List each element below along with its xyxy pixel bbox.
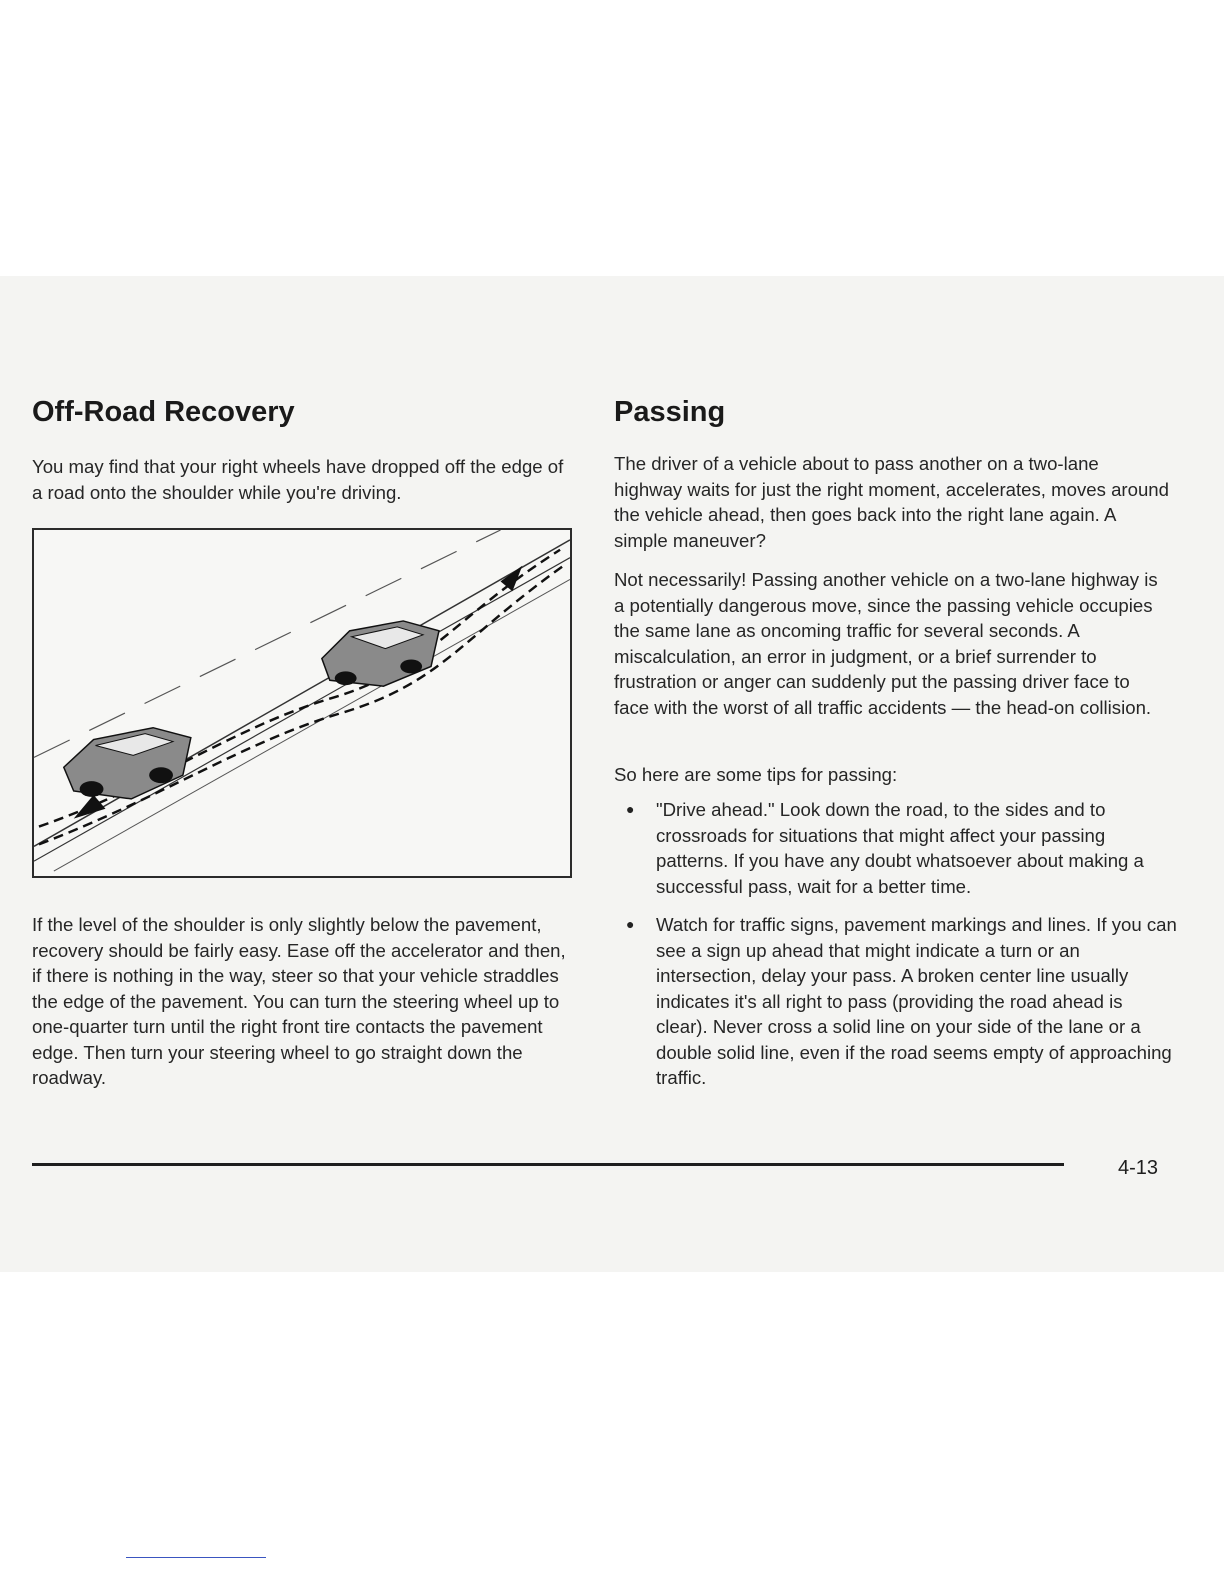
section-heading-off-road-recovery: Off-Road Recovery <box>32 396 295 428</box>
passing-paragraph-2: Not necessarily! Passing another vehicle on a two-lane highway is a potentially dangerous move, since the passing vehicle occupies the same lane as oncoming traffic for several seconds. A miscalculation, an error in judgment, or a brief surrender to frustration or anger can suddenly put the passing driver face to face with the worst of all traffic accidents — the head-on collision. <box>614 569 1158 718</box>
passing-paragraph-1: The driver of a vehicle about to pass another on a two-lane highway waits for just the right moment, accelerates, moves around the vehicle ahead, then goes back into the right lane again. A simple maneuver? <box>614 453 1169 551</box>
list-item-text: Watch for traffic signs, pavement markings and lines. If you can see a sign up ahead that might indicate a turn or an intersection, delay your pass. A broken center line usually indicates it's all right to pass (providing the road ahead is clear). Never cross a solid line on your side of the lane or a double solid line, even if the road seems empty of approaching traffic. <box>656 914 1177 1088</box>
off-road-recovery-illustration <box>32 528 572 878</box>
bottom-mark-line <box>126 1557 266 1558</box>
list-item <box>618 912 1178 1091</box>
passing-tips-list <box>618 797 1178 1104</box>
bullet-icon: ● <box>626 801 635 817</box>
shoulder-outer-line <box>54 579 570 871</box>
off-road-body-paragraph: If the level of the shoulder is only slightly below the pavement, recovery should be fairly easy. Ease off the accelerator and then, if there is nothing in the way, steer so that your vehicle straddles the edge of the pavement. You can turn the steering wheel up to one-quarter turn until the right front tire contacts the pavement edge. Then turn your steering wheel to go straight down the roadway. <box>32 914 566 1088</box>
bullet-icon: ● <box>626 916 635 932</box>
recovery-path-arrow-2 <box>39 565 565 845</box>
illustration-svg <box>34 530 570 876</box>
list-item-text: "Drive ahead." Look down the road, to the sides and to crossroads for situations that might affect your passing patterns. If you have any doubt whatsoever about making a successful pass, wait for a better time. <box>656 799 1144 897</box>
off-road-intro-paragraph: You may find that your right wheels have dropped off the edge of a road onto the shoulder while you're driving. <box>32 456 564 503</box>
footer-rule <box>32 1163 1064 1166</box>
page-number: 4-13 <box>1118 1157 1159 1179</box>
pavement-edge-line <box>34 540 570 846</box>
passing-paragraph-3: So here are some tips for passing: <box>614 764 898 785</box>
list-item <box>618 797 1178 899</box>
shoulder-edge-line <box>34 558 570 861</box>
car-near <box>64 728 191 799</box>
section-heading-passing: Passing <box>614 396 726 428</box>
